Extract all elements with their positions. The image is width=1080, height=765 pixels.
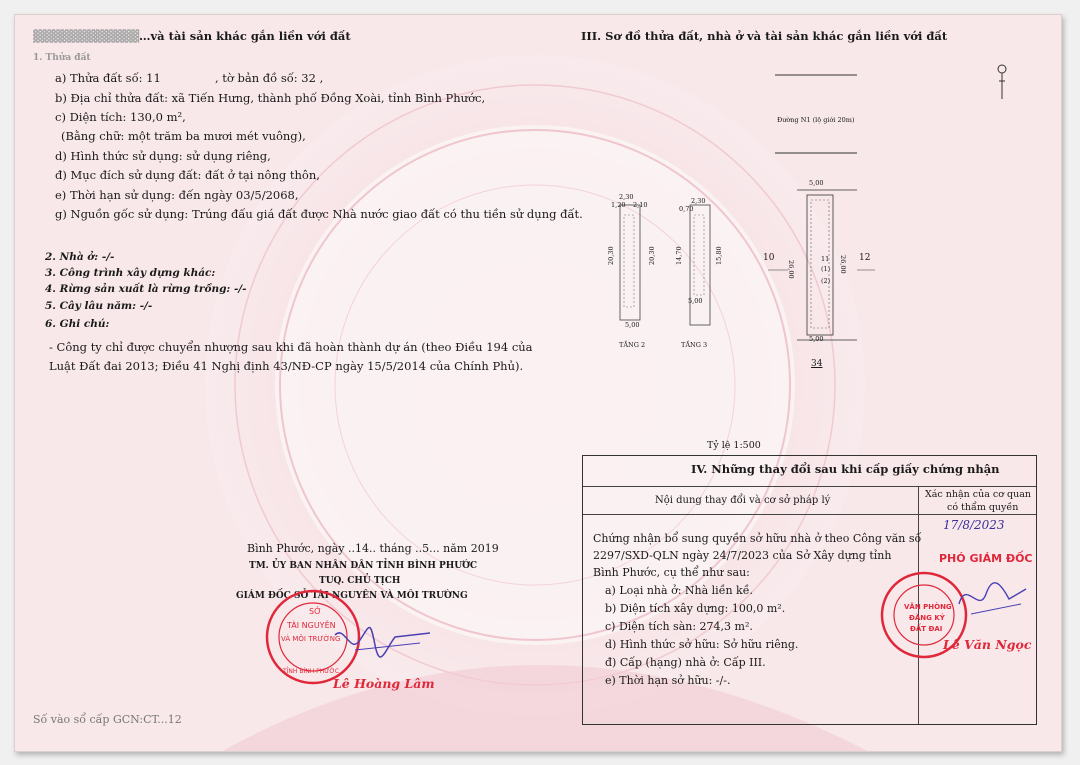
item-construction: 3. Công trình xây dựng khác:	[45, 267, 216, 279]
changes-body-6: c) Diện tích sàn: 274,3 m².	[605, 620, 753, 633]
left-subheader: 1. Thửa đất	[33, 53, 91, 63]
stamp-right-text-2: ĐĂNG KÝ	[909, 614, 945, 622]
changes-body-3: Bình Phước, cụ thể như sau:	[593, 566, 750, 579]
address-line: b) Địa chỉ thửa đất: xã Tiến Hưng, thành phố Đồng Xoài, tỉnh Bình Phước,	[55, 91, 486, 105]
map-sheet-line: , tờ bản đồ số: 32 ,	[215, 71, 324, 85]
note-line-1: - Công ty chỉ được chuyển nhượng sau khi đã hoàn thành dự án (theo Điều 194 của	[49, 340, 533, 354]
changes-title: IV. Những thay đổi sau khi cấp giấy chứng nhận	[691, 462, 1000, 476]
floor2-dim-inner: 2,10	[633, 201, 648, 209]
changes-body-8: đ) Cấp (hạng) nhà ở: Cấp III.	[605, 656, 766, 669]
registry-number: Số vào sổ cấp GCN:CT...12	[33, 713, 182, 726]
left-neighbor-parcel: 10	[763, 253, 775, 263]
sign-org: TM. ỦY BAN NHÂN DÂN TỈNH BÌNH PHƯỚC	[249, 561, 478, 571]
north-arrow-icon	[995, 61, 1009, 101]
plot-parcel-number: 11	[821, 255, 830, 263]
note-line-2: Luật Đất đai 2013; Điều 41 Nghị định 43/NĐ-CP ngày 15/5/2014 của Chính Phủ).	[49, 359, 524, 373]
changes-body-9: e) Thời hạn sở hữu: -/-.	[605, 674, 731, 687]
item-house: 2. Nhà ở: -/-	[45, 251, 115, 263]
changes-table	[582, 455, 1037, 725]
left-header-blurred: ▓▓▓▓▓▓▓▓▓▓▓▓	[33, 29, 140, 43]
floor3-dim-length-left: 14,70	[675, 246, 683, 265]
item-forest: 4. Rừng sản xuất là rừng trồng: -/-	[45, 283, 247, 295]
area-line: c) Diện tích: 130,0 m²,	[55, 110, 186, 124]
right-neighbor-parcel: 12	[859, 253, 871, 263]
plot-right-length: 26,00	[839, 255, 847, 274]
floor2-label: TẦNG 2	[619, 341, 646, 349]
plot-inner-1: (1)	[821, 265, 831, 273]
changes-body-7: d) Hình thức sở hữu: Sở hữu riêng.	[605, 638, 799, 651]
area-words-line: (Bằng chữ: một trăm ba mươi mét vuông),	[61, 129, 306, 143]
diagram-header: III. Sơ đồ thửa đất, nhà ở và tài sản khác gắn liền với đất	[581, 29, 948, 43]
stamp-right-text-3: ĐẤT ĐAI	[910, 625, 943, 633]
plot-left-length: 26,00	[787, 260, 795, 279]
item-perennial: 5. Cây lâu năm: -/-	[45, 300, 153, 312]
deputy-director-title: PHÓ GIÁM ĐỐC	[939, 552, 1033, 565]
changes-body-5: b) Diện tích xây dựng: 100,0 m².	[605, 602, 786, 615]
use-term-line: e) Thời hạn sử dụng: đến ngày 03/5/2068,	[55, 188, 299, 202]
floor2-dim-bottom: 5,00	[625, 321, 640, 329]
certificate-page	[14, 14, 1062, 752]
floor3-dim-bottom: 5,00	[688, 297, 703, 305]
changes-body-4: a) Loại nhà ở: Nhà liền kề.	[605, 584, 753, 597]
floor3-dim-top: 2,30	[691, 197, 706, 205]
floor3-dim-side: 0,70	[679, 205, 694, 213]
item-note: 6. Ghi chú:	[45, 318, 110, 330]
origin-line: g) Nguồn gốc sử dụng: Trúng đấu giá đất được Nhà nước giao đất có thu tiền sử dụng đất.	[55, 207, 583, 221]
sign-date: Bình Phước, ngày ..14.. tháng ..5... năm 2019	[247, 542, 499, 555]
plot-bottom-width: 5,00	[809, 335, 824, 343]
floor3-dim-length-right: 15,80	[715, 246, 723, 265]
stamp-left-text-2: TÀI NGUYÊN	[287, 621, 336, 630]
plot-inner-2: (2)	[821, 277, 831, 285]
signature-right	[951, 574, 1031, 624]
floor3-label: TẦNG 3	[681, 341, 708, 349]
confirmation-date: 17/8/2023	[943, 518, 1005, 532]
stamp-left-text-1: SỞ	[309, 607, 322, 616]
use-form-line: d) Hình thức sử dụng: sử dụng riêng,	[55, 149, 271, 163]
bottom-neighbor-parcel: 34	[811, 359, 823, 369]
floor2-dim-top: 2,30	[619, 193, 634, 201]
signer-name-right: Lê Văn Ngọc	[943, 637, 1032, 652]
changes-col1-header: Nội dung thay đổi và cơ sở pháp lý	[655, 495, 831, 506]
floor2-dim-side: 1,20	[611, 201, 626, 209]
floor2-dim-length-right: 20,30	[648, 246, 656, 265]
plot-top-width: 5,00	[809, 179, 824, 187]
scale-label: Tỷ lệ 1:500	[707, 440, 761, 451]
floor2-dim-length-left: 20,30	[607, 246, 615, 265]
sign-director: GIÁM ĐỐC SỞ TÀI NGUYÊN VÀ MÔI TRƯỜNG	[236, 591, 468, 601]
stamp-left-text-4: TỈNH BÌNH PHƯỚC	[283, 668, 340, 675]
signature-left	[325, 615, 435, 665]
changes-col2-header-1: Xác nhận của cơ quan	[925, 489, 1031, 500]
stamp-right-text-1: VĂN PHÒNG	[904, 603, 952, 611]
road-label: Đường N1 (lộ giới 20m)	[777, 116, 855, 124]
left-header: …và tài sản khác gắn liền với đất	[139, 29, 351, 43]
changes-body-2: 2297/SXD-QLN ngày 24/7/2023 của Sở Xây dựng tỉnh	[593, 549, 892, 562]
parcel-number-line: a) Thửa đất số: 11	[55, 71, 161, 85]
use-purpose-line: đ) Mục đích sử dụng đất: đất ở tại nông thôn,	[55, 168, 320, 182]
stamp-left-text-3: VÀ MÔI TRƯỜNG	[281, 635, 341, 643]
changes-col2-header-2: có thẩm quyền	[947, 502, 1019, 513]
changes-body-1: Chứng nhận bổ sung quyền sở hữu nhà ở theo Công văn số	[593, 532, 922, 545]
signer-name-left: Lê Hoàng Lâm	[333, 676, 435, 691]
sign-authority: TUQ. CHỦ TỊCH	[319, 576, 401, 586]
